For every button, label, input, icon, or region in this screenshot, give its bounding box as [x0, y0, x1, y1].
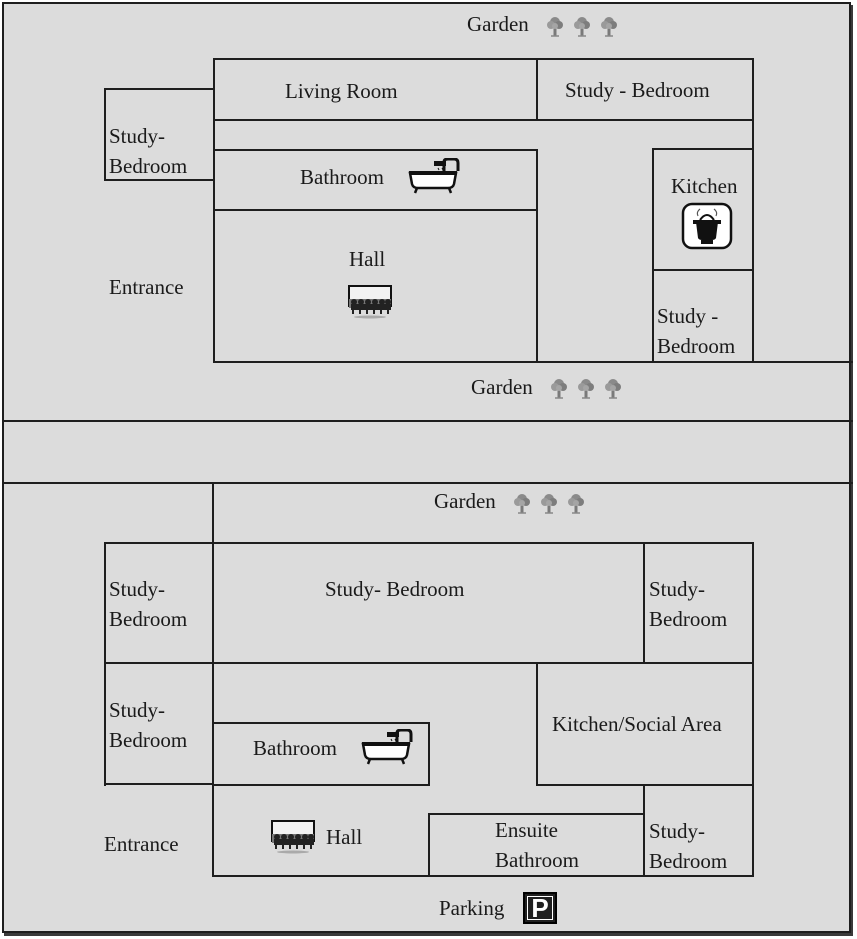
wall: [652, 148, 654, 363]
wall: [428, 722, 430, 786]
wall: [213, 209, 538, 211]
tree-icon: [574, 17, 590, 36]
wall: [104, 783, 214, 785]
study-bedroom-label: Bedroom: [657, 334, 736, 358]
study-bedroom-label: Bedroom: [109, 154, 188, 178]
wall: [212, 483, 214, 545]
wall: [104, 662, 754, 664]
ensuite-bathroom-label: Ensuite: [495, 818, 558, 842]
bathroom-label: Bathroom: [253, 736, 337, 760]
bathtub-icon: [408, 158, 460, 195]
wall: [104, 542, 754, 544]
kitchen-label: Kitchen: [671, 174, 738, 198]
wall: [104, 88, 106, 181]
garden-south-label: Garden: [471, 375, 533, 399]
study-bedroom-label: Study-: [649, 819, 706, 843]
entrance-label: Entrance: [109, 275, 184, 299]
wall: [752, 58, 754, 363]
wall: [652, 269, 754, 271]
wall: [212, 722, 430, 724]
tree-icon: [568, 494, 584, 513]
wall: [643, 542, 645, 664]
trees-icon: [512, 489, 592, 521]
kitchen-social-area-label: Kitchen/Social Area: [552, 712, 722, 736]
wall: [213, 58, 754, 60]
garden-label: Garden: [434, 489, 496, 513]
study-bedroom-label: Study-: [109, 577, 166, 601]
tree-icon: [551, 379, 567, 398]
wall: [536, 149, 538, 363]
hall-label: Hall: [326, 825, 363, 849]
wall: [212, 784, 430, 786]
hall-label: Hall: [349, 247, 386, 271]
parking-sign-letter: P: [527, 896, 553, 920]
trees-icon: [545, 12, 625, 44]
study-bedroom-label: Bedroom: [109, 728, 188, 752]
study-bedroom-label: Study-: [109, 124, 166, 148]
entrance-label: Entrance: [104, 832, 179, 856]
tree-icon: [578, 379, 594, 398]
study-bedroom-label: Bedroom: [649, 607, 728, 631]
wall: [536, 58, 538, 120]
wall: [752, 542, 754, 877]
wall: [213, 149, 538, 151]
wall: [643, 784, 645, 877]
garden-north-label: Garden: [467, 12, 529, 36]
tree-icon: [605, 379, 621, 398]
study-bedroom-label: Study-: [109, 698, 166, 722]
road-edge: [2, 482, 853, 484]
study-bedroom-label: Study- Bedroom: [325, 577, 465, 601]
cooking-pot-icon: [681, 202, 735, 250]
tree-icon: [541, 494, 557, 513]
wall: [212, 542, 214, 877]
bathtub-icon: [361, 729, 413, 766]
road-edge: [2, 420, 853, 422]
parking-label: Parking: [439, 896, 505, 920]
parking-sign-icon: [523, 892, 557, 924]
wall: [104, 542, 106, 786]
wall: [104, 88, 214, 90]
tree-icon: [601, 17, 617, 36]
ensuite-bathroom-label: Bathroom: [495, 848, 579, 872]
study-bedroom-label: Bedroom: [109, 607, 188, 631]
bathroom-label: Bathroom: [300, 165, 384, 189]
study-bedroom-label: Study - Bedroom: [565, 78, 710, 102]
wall: [213, 361, 853, 363]
wall: [536, 784, 754, 786]
tree-icon: [547, 17, 563, 36]
trees-icon: [549, 374, 629, 406]
seating-icon: [348, 285, 393, 321]
study-bedroom-label: Bedroom: [649, 849, 728, 873]
wall: [428, 813, 430, 877]
wall: [213, 119, 754, 121]
living-room-label: Living Room: [285, 79, 398, 103]
study-bedroom-label: Study-: [649, 577, 706, 601]
wall: [652, 148, 754, 150]
study-bedroom-label: Study -: [657, 304, 719, 328]
wall: [536, 662, 538, 786]
seating-icon: [271, 820, 316, 856]
tree-icon: [514, 494, 530, 513]
